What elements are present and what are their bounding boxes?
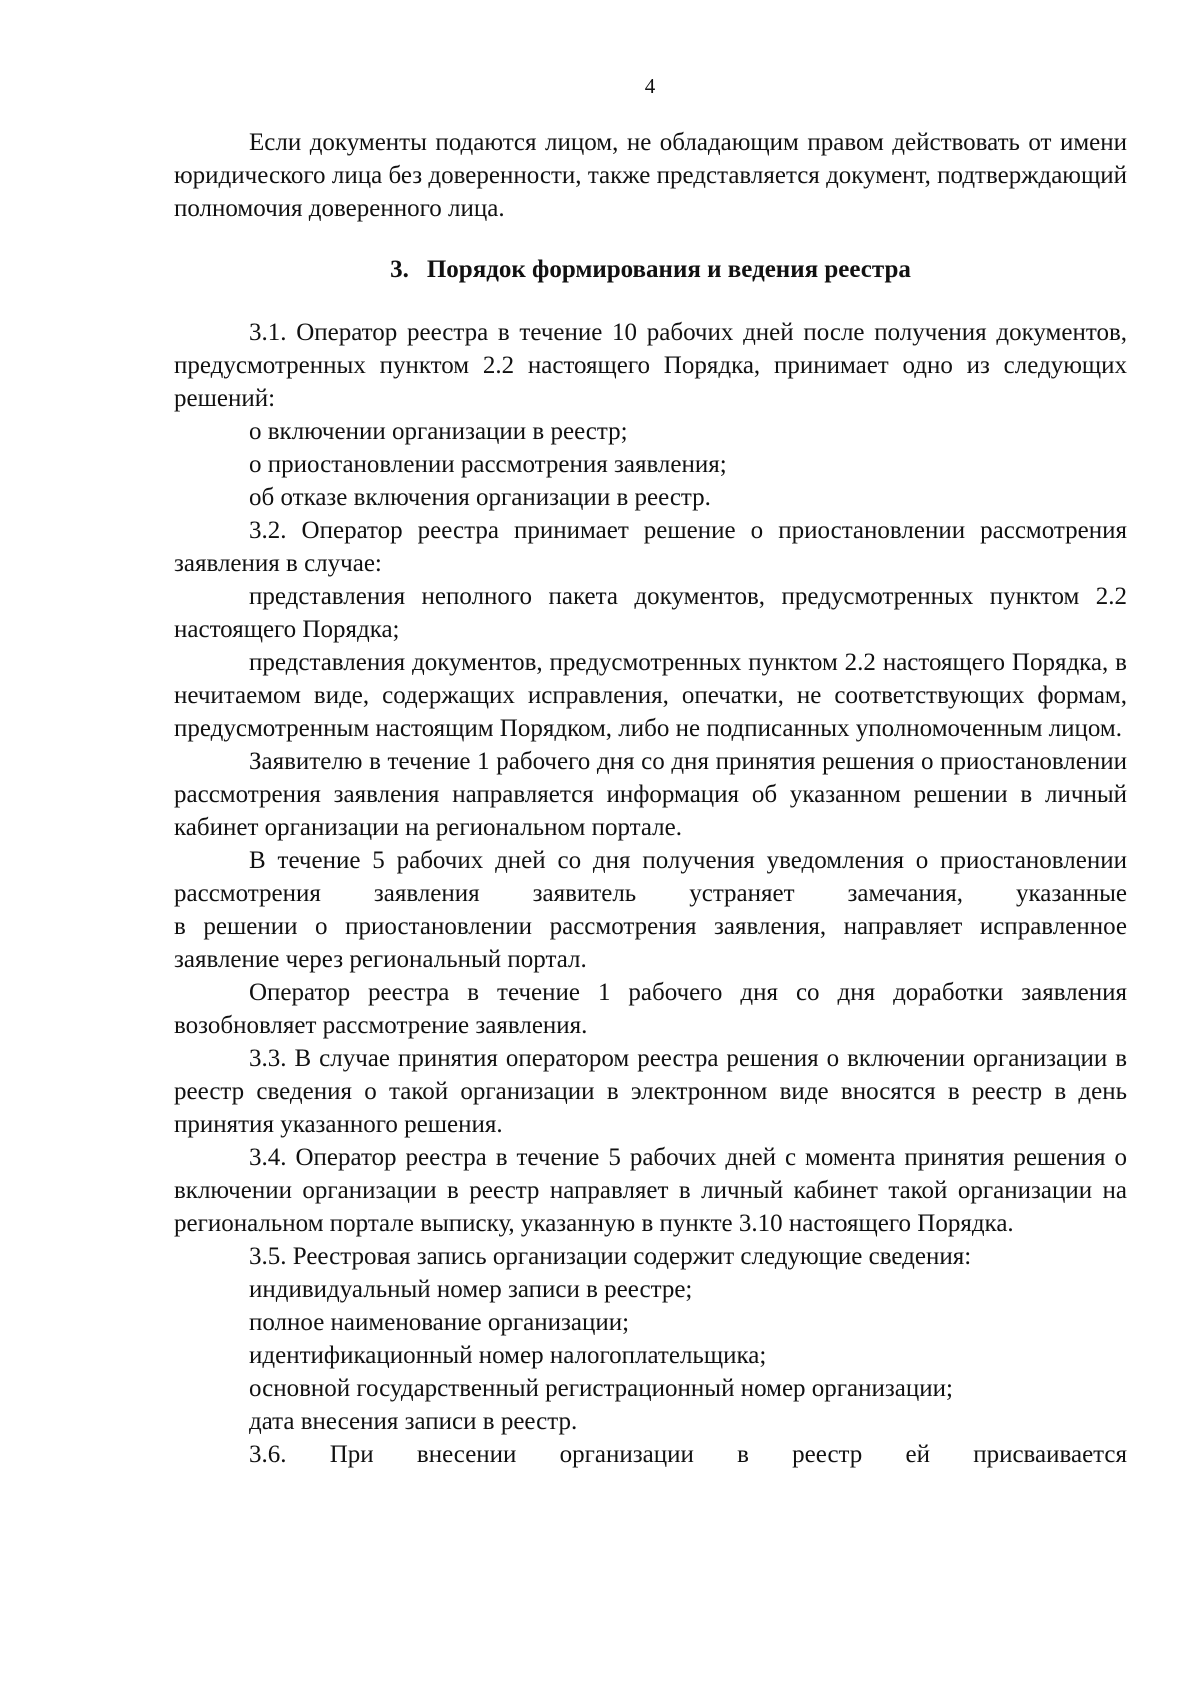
section-heading — [174, 253, 1127, 286]
section-title: Порядок формирования и ведения реестра — [426, 256, 911, 283]
paragraph-3-2: 3.2. Оператор реестра принимает решение о приостановлении рассмотрения заявления в случае: — [174, 517, 1127, 577]
decision-item: об отказе включения организации в реестр. — [249, 484, 711, 511]
paragraph-fix-part-2: в решении о приостановлении рассмотрения заявления, направляет исправленное заявление через региональный портал. — [174, 913, 1127, 973]
decision-item: о включении организации в реестр; — [249, 418, 628, 445]
paragraph-3-1: 3.1. Оператор реестра в течение 10 рабочих дней после получения документов, предусмотренных пунктом 2.2 настоящего Порядка, принимает одно из следующих решений: — [174, 319, 1127, 412]
page-number: 4 — [644, 74, 656, 98]
record-field-item: индивидуальный номер записи в реестре; — [249, 1276, 693, 1303]
paragraph-3-4: 3.4. Оператор реестра в течение 5 рабочих дней с момента принятия решения о включении организации в реестр направляет в личный кабинет такой организации на региональном портале выписку, указанную в пункте 3.10 настоящего Порядка. — [174, 1144, 1127, 1237]
record-field-item: дата внесения записи в реестр. — [249, 1408, 578, 1435]
record-field-item: основной государственный регистрационный номер организации; — [249, 1375, 953, 1402]
paragraph-notice: Заявителю в течение 1 рабочего дня со дня принятия решения о приостановлении рассмотрения заявления направляется информация об указанном решении в личный кабинет организации на региональном портале. — [174, 748, 1127, 841]
document-body — [174, 126, 1127, 1471]
paragraph-resume: Оператор реестра в течение 1 рабочего дня со дня доработки заявления возобновляет рассмотрение заявления. — [174, 979, 1127, 1039]
decision-item: о приостановлении рассмотрения заявления; — [249, 451, 727, 478]
section-number: 3. — [390, 256, 409, 283]
record-field-item: полное наименование организации; — [249, 1309, 630, 1336]
paragraph-fix-part-1: В течение 5 рабочих дней со дня получения уведомления о приостановлении рассмотрения заявления заявитель устраняет замечания, указанные — [174, 847, 1127, 907]
paragraph-3-2-case-2: представления документов, предусмотренных пунктом 2.2 настоящего Порядка, в нечитаемом виде, содержащих исправления, опечатки, не соответствующих формам, предусмотренным настоящим Порядком, либо не подписанных уполномоченным лицом. — [174, 649, 1127, 742]
paragraph-3-5: 3.5. Реестровая запись организации содержит следующие сведения: — [249, 1243, 972, 1270]
paragraph-3-6: 3.6. При внесении организации в реестр ей присваивается — [249, 1441, 1127, 1468]
paragraph-3-3: 3.3. В случае принятия оператором реестра решения о включении организации в реестр сведения о такой организации в электронном виде вносятся в реестр в день принятия указанного решения. — [174, 1045, 1127, 1138]
intro-paragraph: Если документы подаются лицом, не обладающим правом действовать от имени юридического лица без доверенности, также представляется документ, подтверждающий полномочия доверенного лица. — [174, 129, 1127, 222]
paragraph-3-2-case-1: представления неполного пакета документов, предусмотренных пунктом 2.2 настоящего Порядка; — [174, 583, 1127, 643]
record-field-item: идентификационный номер налогоплательщика; — [249, 1342, 767, 1369]
